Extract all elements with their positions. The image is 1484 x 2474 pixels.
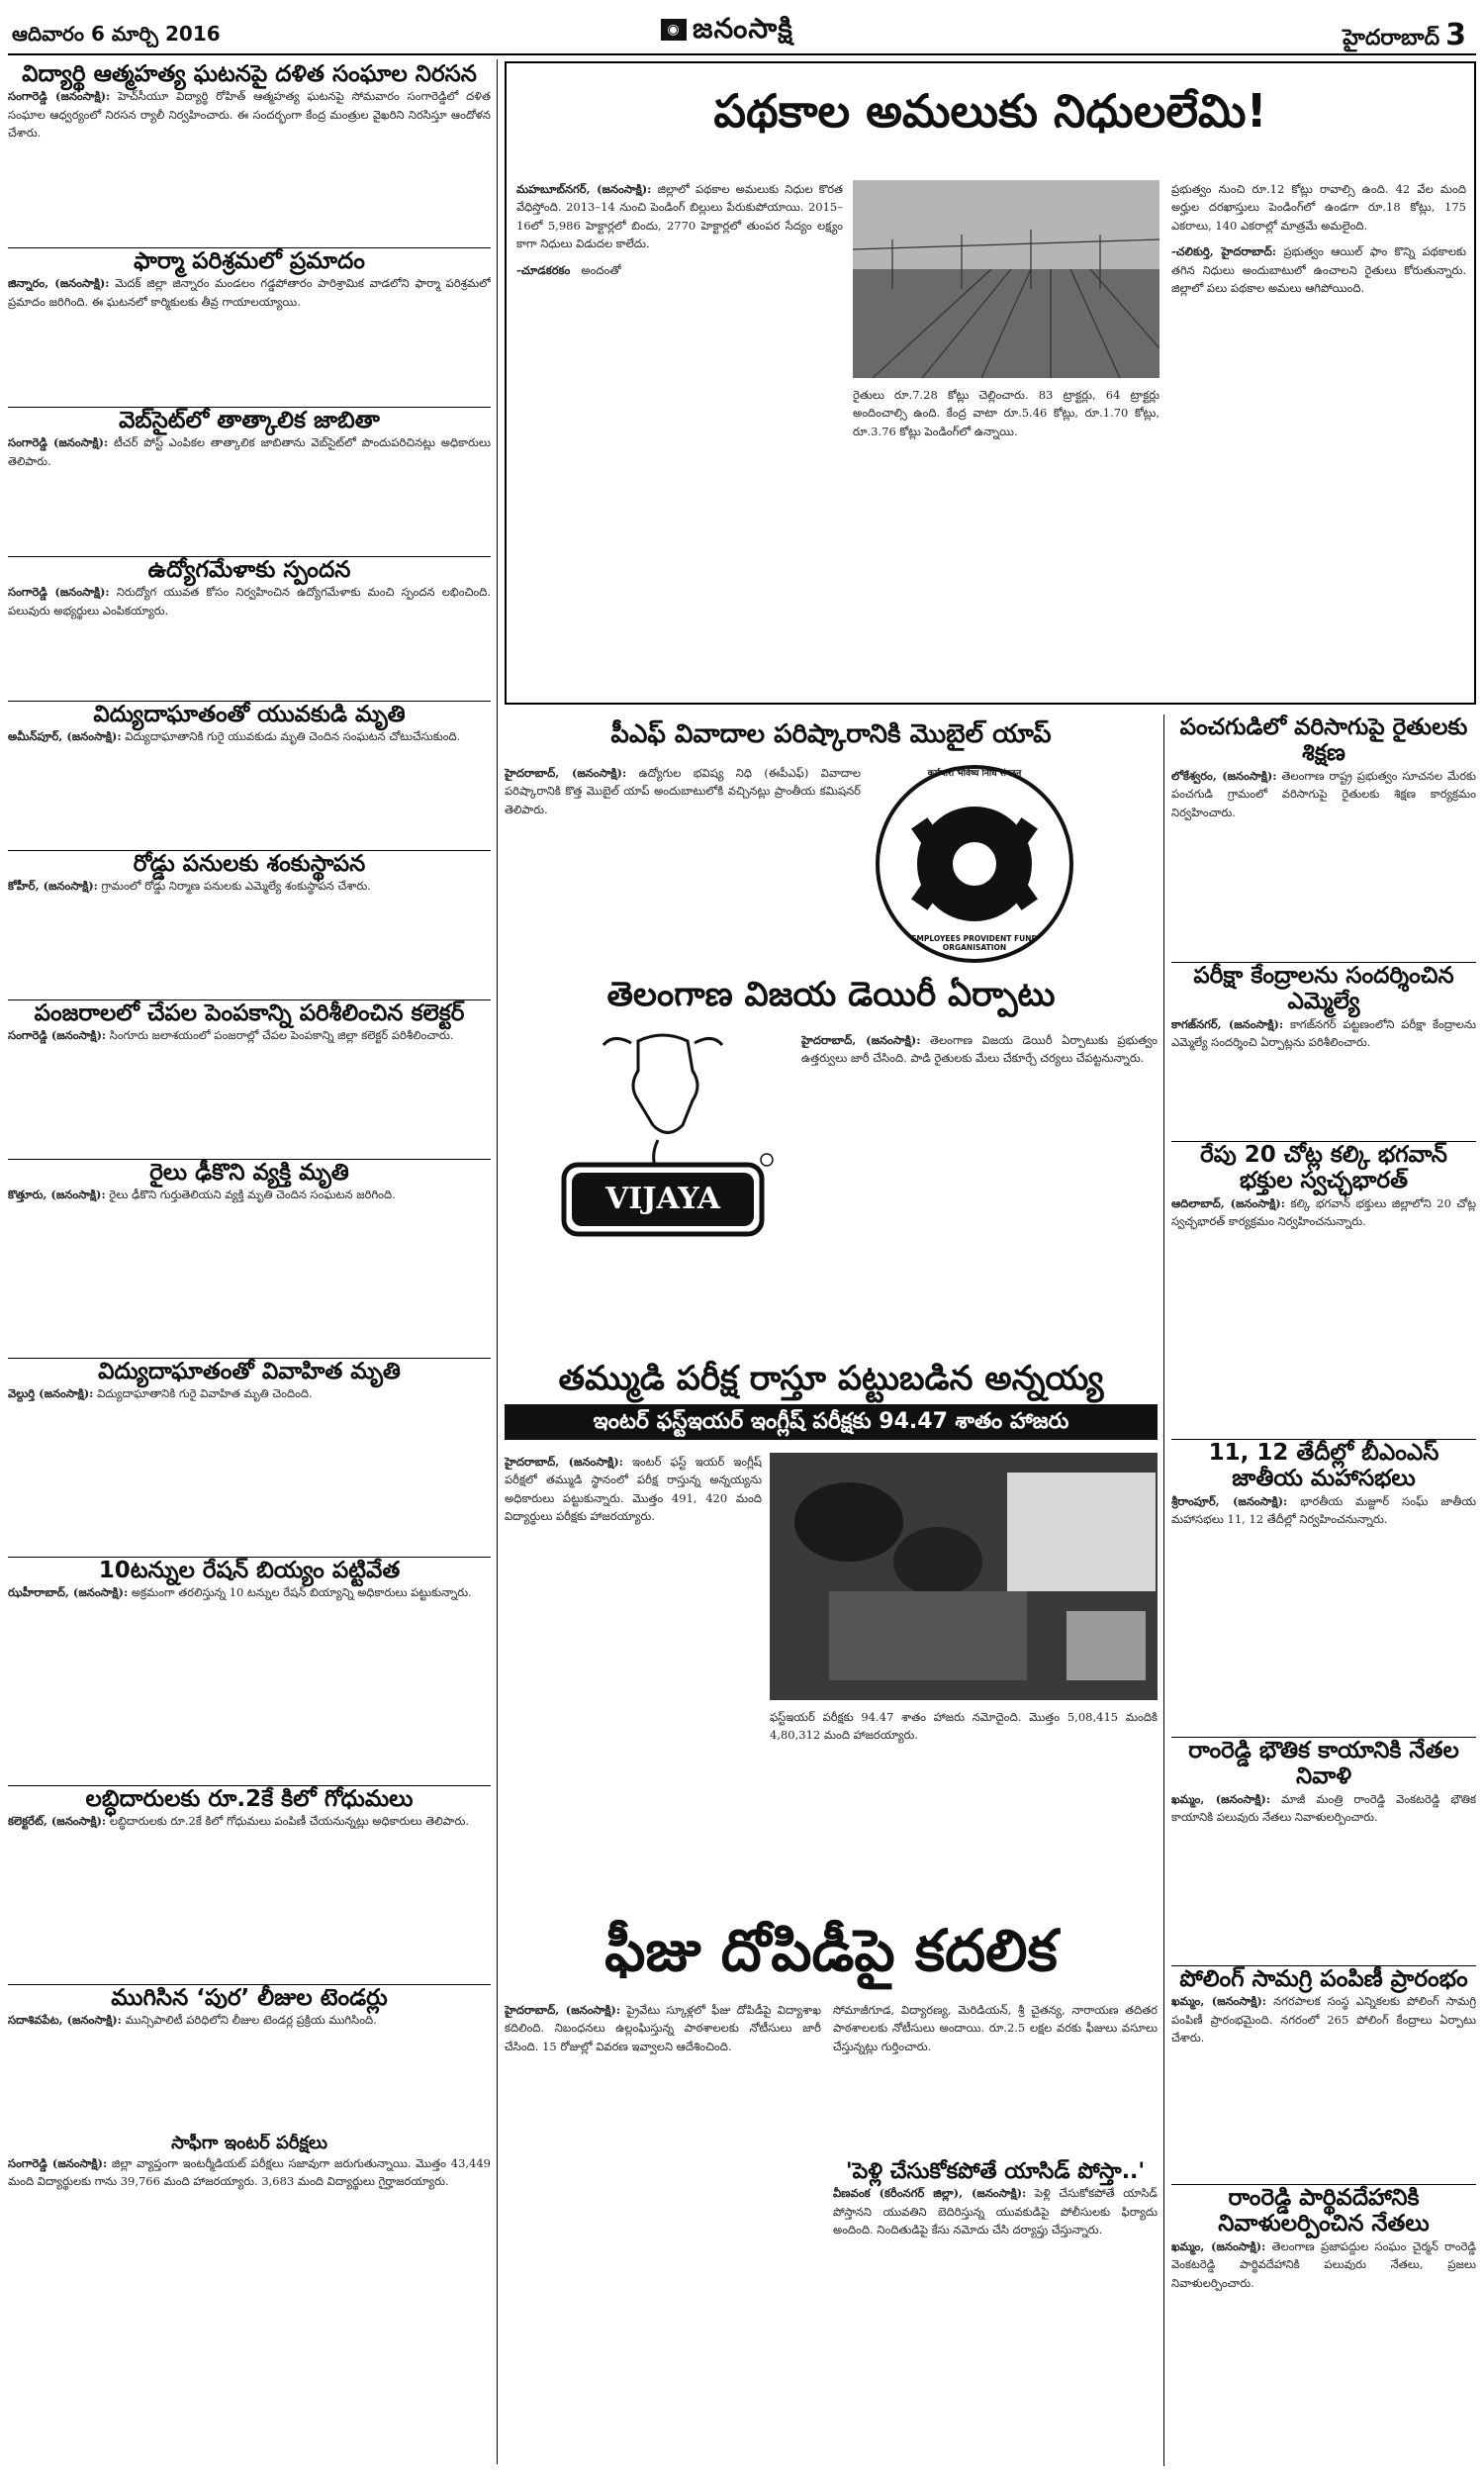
story-text: మాజీ మంత్రి రాంరెడ్డి వెంకటరెడ్డి భౌతిక కాయానికి పలువురు నేతలు నివాళులర్పించారు. (1171, 1791, 1476, 1825)
dateline: మహబూబ్‌నగర్, (జనంసాక్షి): (516, 182, 652, 196)
headline: ఉద్యోగమేళాకు స్పందన (147, 557, 351, 583)
story-website-list (8, 408, 491, 556)
issue-date: ఆదివారం 6 మార్చి 2016 (12, 22, 221, 46)
story-text: పెళ్లి చేసుకోకపోతే యాసిడ్ పోస్తానని యువతిని బెదిరిస్తున్న యువకుడిపై పోలీసులకు ఫిర్యాదు అందింది. నిందితుడిపై కేసు నమోదు చేసి దర్యాప్తు చేస్తున్నారు. (833, 2186, 1158, 2237)
story-body-box (801, 1031, 1158, 1348)
dateline: ఖమ్మం, (జనంసాక్షి): (1171, 2238, 1266, 2253)
dateline: ఖమ్మం, (జనంసాక్షి): (1171, 1994, 1267, 2009)
story-text: మున్సిపాలిటీ పరిధిలోని లీజుల టెండర్ల ప్రక్రియ ముగిసింది. (125, 2013, 377, 2028)
paper-logo-icon: ◉ (661, 19, 687, 41)
dateline: కొత్తూరు, (జనంసాక్షి): (8, 1188, 106, 1202)
story-text: మెదక్ జిల్లా జిన్నారం మండలం గడ్డపోతారం పారిశ్రామిక వాడలోని ఫార్మా పరిశ్రమలో ప్రమాదం జరిగింది. ఈ ఘటనలో కార్మికులకు తీవ్ర గాయాలయ్యాయి. (8, 276, 491, 309)
caption-value: అందంతో (581, 262, 621, 277)
headline: 11, 12 తేదీల్లో బీఎంఎస్ జాతీయ మహాసభలు (1208, 1440, 1439, 1492)
dateline: సంగారెడ్డి (జనంసాక్షి): (8, 1028, 107, 1043)
story-body (8, 433, 491, 470)
story-body-box-2 (833, 2001, 1158, 2149)
story-body (8, 1384, 491, 1402)
dateline: ఝహీరాబాద్, (జనంసాక్షి): (8, 1585, 129, 1600)
story-body (8, 274, 491, 311)
dateline: హైదరాబాద్, (జనంసాక్షి): (801, 1033, 921, 1047)
dateline: కలెక్టరేట్, (జనంసాక్షి): (8, 1814, 107, 1829)
story-pharma-accident (8, 248, 491, 407)
story-text: తెలంగాణ ప్రజాపద్దుల సంఘం చైర్మన్ రాంరెడ్డి వెంకటరెడ్డి పార్థివదేహానికి పలువురు నేతలు, ప్రజలు నివాళులర్పించారు. (1171, 2238, 1476, 2290)
story-body (8, 2011, 491, 2029)
lead-caption (516, 261, 843, 279)
exam-hall-icon (770, 1453, 1158, 1700)
story-dalit-protest (8, 61, 491, 247)
dateline: అమీన్‌పూర్, (జనంసాక్షి): (8, 729, 122, 744)
story-swachh-bharat (1171, 1142, 1476, 1439)
story-road-works (8, 851, 491, 999)
story-text: ఇంటర్ ఫస్ట్ ఇయర్ ఇంగ్లీష్ పరీక్షలో తమ్ముడి స్థానంలో పరీక్ష రాస్తున్న అన్నయ్యను అధికారులు పట్టుకున్నారు. మొత్తం 491, 420 మంది విద్యార్థులు పరీక్షకు హాజరయ్యారు. (505, 1455, 762, 1524)
story-body (8, 727, 491, 745)
story-body (1171, 1492, 1476, 1529)
story-text: నగరపాలక సంస్థ ఎన్నికలకు పోలింగ్ సామగ్రి పంపిణీ ప్రారంభమైంది. నగరంలో 265 పోలింగ్ కేంద్రాలు ఏర్పాటు చేశారు. (1171, 1994, 1476, 2046)
headline: విద్యుదాఘాతంతో యువకుడి మృతి (93, 702, 406, 727)
story-text: ఫస్ట్‌ఇయర్ పరీక్షకు 94.47 శాతం హాజరు నమోదైంది. మొత్తం 5,08,415 మందికి 4,80,312 మంది హాజరయ్యారు. (770, 1710, 1158, 1743)
dateline: కాగజ్‌నగర్, (జనంసాక్షి): (1171, 1016, 1284, 1031)
story-exam-impersonation (505, 1358, 1158, 1912)
lead-headline: పథకాల అమలుకు నిధులలేమి! (713, 84, 1267, 138)
edition-city (1343, 18, 1466, 55)
dateline: సంగారెడ్డి (జనంసాక్షి): (8, 89, 111, 104)
headline: లబ్ధిదారులకు రూ.2కే కిలో గోధుమలు (85, 1786, 414, 1812)
epfo-logo (871, 760, 1078, 968)
story-acid-threat (833, 2159, 1158, 2456)
headline: ఫార్మా పరిశ్రమలో ప్రమాదం (134, 248, 365, 274)
story-electrocution-youth (8, 702, 491, 850)
story-electrocution-woman (8, 1359, 491, 1557)
story-body (505, 1453, 762, 1526)
story-ramreddy-tribute (1171, 1738, 1476, 1965)
story-text: సింగూరు జలాశయంలో పంజరాల్లో చేపల పెంపకాన్ని జిల్లా కలెక్టర్ పరిశీలించారు. (109, 1028, 454, 1043)
headline: రేపు 20 చోట్ల కల్కి భగవాన్ భక్తుల స్వచ్ఛభారత్ (1200, 1142, 1447, 1194)
lead-text-col-3 (1171, 180, 1466, 695)
story-body (1171, 1015, 1476, 1052)
paper-title: జనంసాక్షి (693, 12, 793, 45)
story-text: హెచ్‌సీయూ విద్యార్థి రోహిత్ ఆత్మహత్య ఘటనపై సోమవారం సంగారెడ్డిలో దళిత సంఘాల ఆధ్వర్యంలో నిరసన ర్యాలీ నిర్వహించారు. ఈ సందర్భంగా కేంద్ర మంత్రుల వైఖరిని నిరసిస్తూ ఆందోళన చేశారు. (8, 89, 491, 141)
column-divider (497, 59, 499, 2464)
dateline: కోహీర్, (జనంసాక్షి): (8, 879, 98, 894)
story-body (1171, 1992, 1476, 2046)
story-text: సోమాజీగూడ, విద్యారణ్య, మెరిడియన్, శ్రీ చైతన్య, నారాయణ తదితర పాఠశాలలకు నోటీసులు అందాయి. రూ.2.5 లక్షల వరకు ఫీజులు వసూలు చేస్తున్నట్లు గుర్తించారు. (833, 2003, 1158, 2053)
story-inter-exams (8, 2134, 491, 2252)
story-text: ప్రైవేటు స్కూళ్లలో ఫీజు దోపిడీపై విద్యాశాఖ కదిలింది. నిబంధనలు ఉల్లంఘిస్తున్న పాఠశాలలకు నోటీసులు జారీ చేసింది. 15 రోజుల్లో వివరణ ఇవ్వాలని ఆదేశించింది. (505, 2003, 821, 2053)
field-photo-icon (853, 180, 1159, 378)
headline: ముగిసిన ‘పుర’ లీజుల టెండర్లు (111, 1985, 388, 2011)
dateline: లోకేశ్వరం, (జనంసాక్షి): (1171, 768, 1277, 783)
right-column (1171, 714, 1476, 2466)
story-body (8, 1812, 491, 1830)
story-body (833, 2184, 1158, 2238)
page-number: 3 (1445, 18, 1466, 52)
headline: రాంరెడ్డి పార్థివదేహానికి నివాళులర్పించిన నేతలు (1218, 2185, 1430, 2237)
headline: విద్యార్థి ఆత్మహత్య ఘటనపై దళిత సంఘాల నిరసన (22, 61, 477, 87)
lead-story-box (505, 61, 1476, 705)
story-text: భారతీయ మజ్దూర్ సంఘ్ జాతీయ మహాసభలు 11, 12 తేదీల్లో నిర్వహించనున్నారు. (1171, 1493, 1476, 1527)
story-body (505, 764, 861, 818)
dateline: హైదరాబాద్, (జనంసాక్షి): (505, 1455, 623, 1469)
story-text: విద్యుదాఘాతానికి గురై యువకుడు మృతి చెందిన సంఘటన చోటుచేసుకుంది. (125, 729, 461, 744)
headline: తెలంగాణ విజయ డెయిరీ ఏర్పాటు (606, 975, 1056, 1014)
dateline: సంగారెడ్డి (జనంసాక్షి): (8, 2155, 108, 2170)
story-text: రైలు ఢీకొని గుర్తుతెలియని వ్యక్తి మృతి చెందిన సంఘటన జరిగింది. (109, 1188, 396, 1202)
story-body (1171, 1194, 1476, 1231)
lead-text-col-2 (853, 386, 1159, 695)
story-body (8, 1583, 491, 1601)
dateline: ఆదిలాబాద్, (జనంసాక్షి): (1171, 1195, 1285, 1210)
story-body (8, 2154, 491, 2191)
subhead-band: ఇంటర్ ఫస్ట్‌ఇయర్ ఇంగ్లీష్ పరీక్షకు 94.47 శాతం హాజరు (505, 1404, 1158, 1440)
headline: 10టన్నుల రేషన్ బియ్యం పట్టివేత (98, 1558, 401, 1583)
middle-section (505, 714, 1158, 2466)
story-bms-conference (1171, 1440, 1476, 1737)
story-text: ప్రభుత్వం ఆయిల్ ఫాం కొన్ని పథకాలకు తగిన నిధులు అందుబాటులో ఉంచాలని రైతులు కోరుతున్నారు. జిల్లాలో పలు పథకాల అమలు ఆగిపోయింది. (1171, 244, 1466, 295)
masthead (8, 4, 1476, 55)
vijaya-logo (544, 1031, 782, 1249)
story-text: కల్కి భగవాన్ భక్తులు జిల్లాలోని 20 చోట్ల స్వచ్ఛభారత్ కార్యక్రమం నిర్వహించనున్నారు. (1171, 1195, 1476, 1229)
city-name: హైదరాబాద్ (1343, 26, 1440, 50)
story-vijaya-dairy (505, 972, 1158, 1358)
story-body-box (505, 1453, 762, 1908)
dateline: సంగారెడ్డి (జనంసాక్షి): (8, 585, 110, 600)
story-ration-rice (8, 1558, 491, 1785)
story-text: రైతులు రూ.7.28 కోట్లు చెల్లించారు. 83 ట్రాక్టర్లు, 64 ట్రాక్టర్లు అందించాల్సి ఉంది. కేంద్ర వాటా రూ.5.46 కోట్లు, రూ.1.70 కోట్లు, రూ.3.76 కోట్లు పెండింగ్‌లో ఉన్నాయి. (853, 388, 1159, 438)
story-body-box (505, 764, 861, 962)
story-body (1171, 242, 1466, 297)
story-paddy-training (1171, 714, 1476, 962)
story-body (8, 1026, 491, 1044)
story-text: తెలంగాణ రాష్ట్ర ప్రభుత్వం సూచనల మేరకు పంచగుడి గ్రామంలో వరిసాగుపై రైతులకు శిక్షణ కార్యక్రమం నిర్వహించారు. (1171, 768, 1476, 819)
story-text: విద్యుదాఘాతానికి గురై వివాహిత మృతి చెందింది. (97, 1386, 313, 1401)
story-body (801, 1031, 1158, 1068)
story-ramreddy-leaders (1171, 2185, 1476, 2462)
story-body (1171, 1790, 1476, 1827)
headline: పోలింగ్ సామగ్రి పంపిణీ ప్రారంభం (1179, 1966, 1468, 1992)
story-text: నిరుద్యోగ యువత కోసం నిర్వహించిన ఉద్యోగమేళాకు మంచి స్పందన లభించింది. పలువురు అభ్యర్థులు ఎంపికయ్యారు. (8, 585, 491, 618)
dateline: ఖమ్మం, (జనంసాక్షి): (1171, 1791, 1271, 1806)
story-mla-visit (1171, 963, 1476, 1141)
story-text: ప్రభుత్వం నుంచి రూ.12 కోట్లు రావాల్సి ఉంది. 42 వేల మంది అర్హుల దరఖాస్తులు పెండింగ్‌లో ఉండగా రూ.18 కోట్లు, 175 ఎకరాలు, 140 ఎకరాల్లో మాత్రమే అమలైంది. (1171, 182, 1466, 233)
dateline: వీణవంక (కరీంనగర్ జిల్లా), (జనంసాక్షి): (833, 2186, 1027, 2201)
dateline: హైదరాబాద్, (జనంసాక్షి): (505, 2003, 621, 2017)
epfo-english-text: EMPLOYEES PROVIDENT FUND ORGANISATION (911, 934, 1038, 952)
column-divider (1163, 714, 1165, 2466)
story-body (516, 180, 843, 253)
story-body (8, 87, 491, 142)
story-body-box-2 (770, 1708, 1158, 1906)
story-polling-material (1171, 1966, 1476, 2184)
headline: తమ్ముడి పరీక్ష రాస్తూ పట్టుబడిన అన్నయ్య (558, 1359, 1104, 1398)
headline: పంచగుడిలో వరిసాగుపై రైతులకు శిక్షణ (1179, 714, 1468, 767)
story-job-mela (8, 557, 491, 701)
story-body (1171, 2237, 1476, 2292)
headline: సాఫీగా ఇంటర్ పరీక్షలు (171, 2134, 327, 2153)
headline: వెబ్‌సైట్‌లో తాత్కాలిక జాబితా (119, 408, 380, 433)
left-column (8, 61, 491, 2466)
drip-irrigation-photo (853, 180, 1159, 378)
dateline: జిన్నారం, (జనంసాక్షి): (8, 276, 110, 291)
headline: ఫీజు దోపిడీపై కదలిక (604, 1917, 1058, 1984)
story-body (8, 1186, 491, 1203)
headline: పీఎఫ్ వివాదాల పరిష్కారానికి మొబైల్ యాప్ (610, 719, 1052, 749)
story-body (8, 877, 491, 895)
story-text: టీచర్ పోస్ట్ ఎంపికల తాత్కాలిక జాబితాను వెబ్‌సైట్‌లో పొందుపరిచినట్లు అధికారులు తెలిపారు. (8, 435, 491, 468)
dateline: హైదరాబాద్, (జనంసాక్షి): (505, 766, 627, 780)
story-body-box (505, 2001, 821, 2456)
dateline: -చలికుర్తి, హైదరాబాద్: (1171, 244, 1276, 259)
headline: రాంరెడ్డి భౌతిక కాయానికి నేతల నివాళి (1188, 1738, 1459, 1790)
story-body (8, 583, 491, 619)
story-body (505, 2001, 821, 2055)
epfo-hindi-text: कर्मचारी भविष्य निधि संगठन (927, 769, 1022, 779)
story-fee-exploitation (505, 1912, 1158, 2466)
headline: రైలు ఢీకొని వ్యక్తి మృతి (149, 1160, 349, 1186)
headline: 'పెళ్లి చేసుకోకపోతే యాసిడ్ పోస్తా..' (845, 2159, 1146, 2184)
headline: పంజరాలలో చేపల పెంపకాన్ని పరిశీలించిన కలెక్టర్ (34, 1000, 465, 1026)
story-train-death (8, 1160, 491, 1358)
story-cage-fish (8, 1000, 491, 1159)
story-text: లబ్ధిదారులకు రూ.2కే కిలో గోధుమలు పంపిణీ చేయనున్నట్లు అధికారులు తెలిపారు. (109, 1814, 469, 1829)
dateline: వెల్దుర్తి (జనంసాక్షి): (8, 1386, 94, 1401)
dateline: సంగారెడ్డి (జనంసాక్షి): (8, 435, 109, 450)
story-text: గ్రామంలో రోడ్డు నిర్మాణ పనులకు ఎమ్మెల్యే శంకుస్థాపన చేశారు. (101, 879, 371, 894)
story-text: కాగజ్‌నగర్ పట్టణంలోని పరీక్షా కేంద్రాలను ఎమ్మెల్యే సందర్శించి ఏర్పాట్లను పరిశీలించారు. (1171, 1016, 1476, 1050)
story-wheat (8, 1786, 491, 1984)
story-pf-app (505, 714, 1158, 972)
paper-name (661, 12, 793, 51)
story-lease-tenders (8, 1985, 491, 2134)
headline: విద్యుదాఘాతంతో వివాహిత మృతి (98, 1359, 401, 1384)
story-text: జిల్లా వ్యాప్తంగా ఇంటర్మీడియట్ పరీక్షలు సజావుగా జరుగుతున్నాయి. మొత్తం 43,449 మంది విద్యార్థులకు గాను 39,766 మంది హాజరయ్యారు. 3,683 మంది విద్యార్థులు గైర్హాజరయ్యారు. (8, 2155, 491, 2189)
exam-hall-photo (770, 1453, 1158, 1700)
dateline: శ్రీరాంపూర్, (జనంసాక్షి): (1171, 1493, 1288, 1508)
headline: రోడ్డు పనులకు శంకుస్థాపన (133, 851, 366, 877)
story-text: జిల్లాలో పథకాల అమలుకు నిధుల కొరత వేధిస్తోంది. 2013–14 నుంచి పెండింగ్ బిల్లులు పేరుకుపోయాయి. 2015–16లో 5,986 హెక్టార్లలో బిందు, 2770 హెక్టార్లలో తుంపర సేద్యం లక్ష్యం కాగా నిధులు విడుదల కాలేదు. (516, 182, 843, 251)
dateline: సదాశివపేట, (జనంసాక్షి): (8, 2013, 122, 2028)
vijaya-wordmark: VIJAYA (604, 1182, 721, 1216)
story-text: తెలంగాణ విజయ డెయిరీ ఏర్పాటుకు ప్రభుత్వం ఉత్తర్వులు జారీ చేసింది. పాడి రైతులకు మేలు చేకూర్చే చర్యలు చేపట్టనున్నారు. (801, 1033, 1158, 1066)
story-body (1171, 767, 1476, 821)
story-text: అక్రమంగా తరలిస్తున్న 10 టన్నుల రేషన్ బియ్యాన్ని అధికారులు పట్టుకున్నారు. (131, 1585, 472, 1600)
lead-text-col-1 (516, 180, 843, 695)
caption-label: -చూడకరకం (516, 262, 571, 277)
headline: పరీక్షా కేంద్రాలను సందర్శించిన ఎమ్మెల్యే (1193, 963, 1454, 1015)
story-text: ఉద్యోగుల భవిష్య నిధి (ఈపీఎఫ్) వివాదాల పరిష్కారానికి కొత్త మొబైల్ యాప్ అందుబాటులోకి వచ్చినట్లు ప్రాంతీయ కమిషనర్ తెలిపారు. (505, 766, 861, 816)
